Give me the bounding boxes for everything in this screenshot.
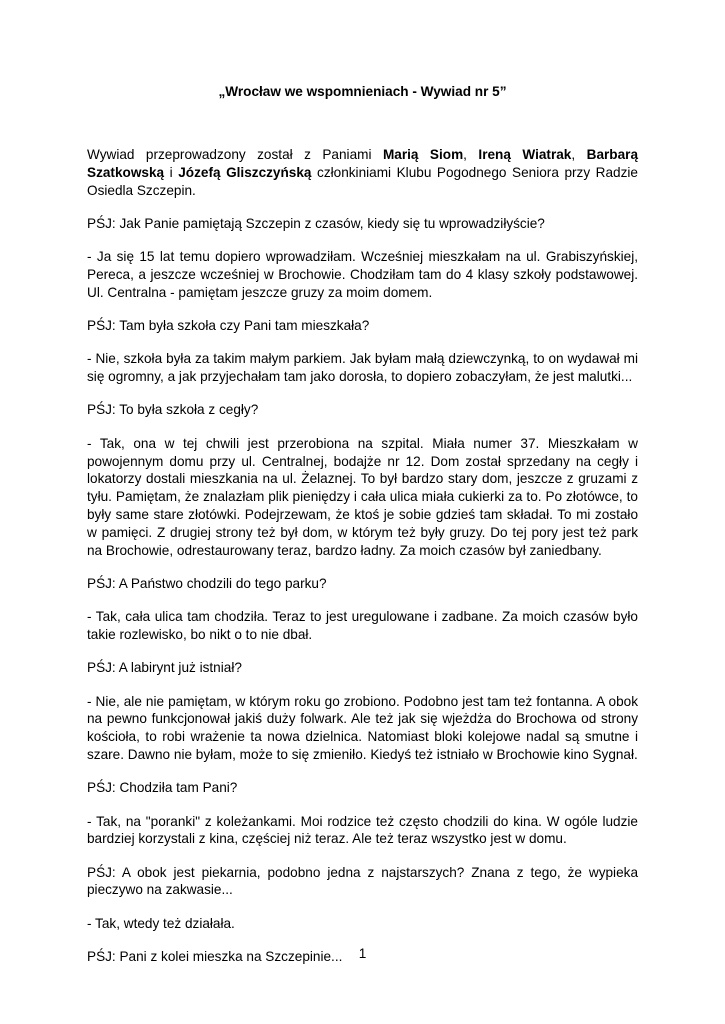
document-title: „Wrocław we wspomnieniach - Wywiad nr 5” (218, 84, 507, 99)
answer-paragraph: - Tak, na "poranki" z koleżankami. Moi rodzice też często chodzili do kina. W ogóle ludzie bardziej korzystali z kina, częściej niż teraz. Ale też teraz wszystko jest w domu. (87, 813, 638, 847)
intro-prefix: Wywiad przeprowadzony został z Paniami (87, 147, 383, 162)
answer-paragraph: - Tak, cała ulica tam chodziła. Teraz to jest uregulowane i zadbane. Za moich czasów było takie rozlewisko, bo nikt o to nie dbał. (87, 609, 638, 642)
question-paragraph: PŚJ: A labirynt już istniał? (87, 660, 242, 676)
question-paragraph: PŚJ: A obok jest piekarnia, podobno jedna z najstarszych? Znana z tego, że wypieka pieczywo na zakwasie... (87, 864, 638, 898)
intro-paragraph: Wywiad przeprowadzony został z Paniami Marią Siom, Ireną Wiatrak, Barbarą Szatkowską i Józefą Gliszczyńską członkiniami Klubu Pogodnego Seniora przy Radzie Osiedla Szczepin. (87, 147, 639, 198)
interviewee-name: Ireną Wiatrak (478, 147, 572, 162)
answer-paragraph: - Tak, wtedy też działała. (87, 915, 235, 931)
interviewee-name: Marią Siom (382, 147, 464, 162)
question-paragraph: PŚJ: To była szkoła z cegły? (87, 402, 259, 418)
page-number: 1 (358, 946, 367, 961)
question-paragraph: PŚJ: Chodziła tam Pani? (87, 780, 238, 796)
document-body (87, 146, 638, 981)
question-paragraph: PŚJ: Jak Panie pamiętają Szczepin z czasów, kiedy się tu wprowadziłyście? (87, 215, 545, 231)
interviewee-name: Barbarą Szatkowską (87, 147, 639, 180)
answer-paragraph: - Nie, ale nie pamiętam, w którym roku go zrobiono. Podobno jest tam też fontanna. A obok na pewno funkcjonował jakiś duży folwark. Ale też jak się wjeżdża do Brochowa od strony kościoła, to robi wrażenie ta nowa dzielnica. Natomiast bloki kolejowe nadal są smutne i szare. Dawno nie byłam, może to się zmieniło. Kiedyś też istniało w Brochowie kino Sygnał. (87, 693, 638, 762)
answer-paragraph: - Ja się 15 lat temu dopiero wprowadziłam. Wcześniej mieszkałam na ul. Grabiszyńskiej, Pereca, a jeszcze wcześniej w Brochowie. Chodziłam tam do 4 klasy szkoły podstawowej. Ul. Centralna - pamiętam jeszcze gruzy za moim domem. (87, 249, 638, 300)
interviewee-name: Józefą Gliszczyńską (178, 164, 312, 180)
question-paragraph: PŚJ: A Państwo chodzili do tego parku? (87, 575, 327, 591)
question-paragraph: PŚJ: Tam była szkoła czy Pani tam mieszkała? (87, 318, 370, 334)
answer-paragraph: - Nie, szkoła była za takim małym parkiem. Jak byłam małą dziewczynką, to on wydawał mi się ogromny, a jak przyjechałam tam jako dorosła, to dopiero zobaczyłam, że jest malutki... (87, 351, 638, 385)
answer-paragraph: - Tak, ona w tej chwili jest przerobiona na szpital. Miała numer 37. Mieszkałam w powojennym domu przy ul. Centralnej, bodajże nr 12. Dom został sprzedany na cegły i lokatorzy dostali mieszkania na ul. Żelaznej. To był bardzo stary dom, jeszcze z gruzami z tyłu. Pamiętam, że znalazłam plik pieniędzy i cała ulica miała cukierki za to. Po złotówce, to były same stare złotówki. Podejrzewam, że ktoś je sobie gdzieś tam składał. To mi zostało w pamięci. Z drugiej strony też był dom, w którym też były gruzy. Do tej pory jest też park na Brochowie, odrestaurowany teraz, bardzo ładny. Za moich czasów był zaniedbany. (87, 435, 638, 558)
question-paragraph: PŚJ: Pani z kolei mieszka na Szczepinie... (87, 949, 343, 964)
intro-suffix: członkiniami Klubu Pogodnego Seniora przy Radzie Osiedla Szczepin. (87, 164, 638, 198)
